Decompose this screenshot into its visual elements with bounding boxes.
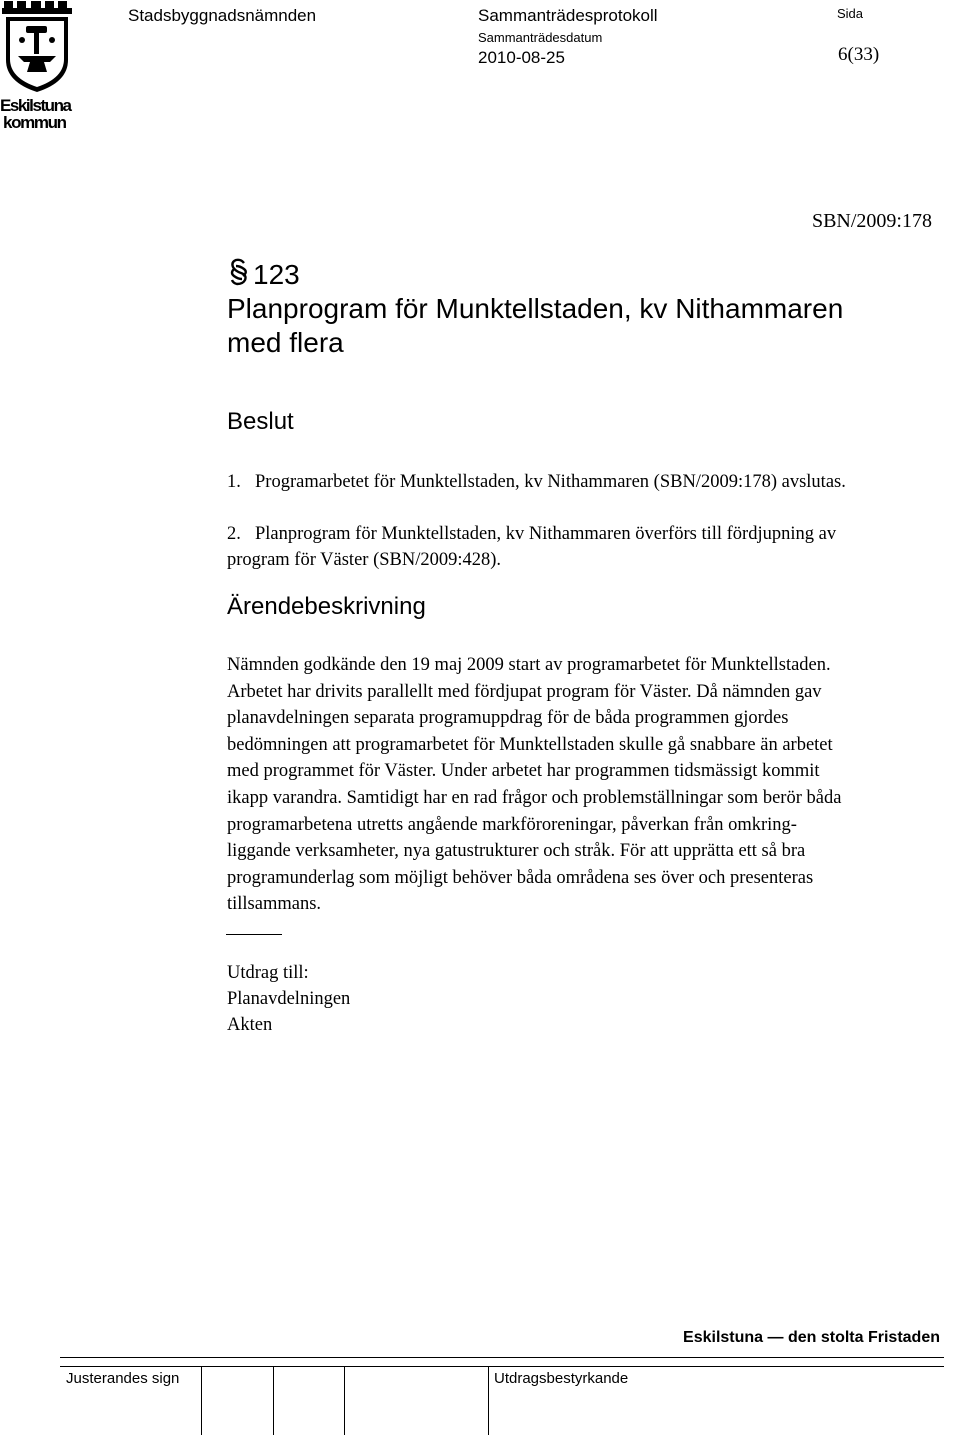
decision-item-text: Programarbetet för Munktellstaden, kv Nithammaren (SBN/2009:178) avslutas.: [255, 472, 846, 492]
decision-item-text: Planprogram för Munktellstaden, kv Nithammaren överförs till fördjupning av: [255, 524, 837, 544]
meeting-date-label: Sammanträdesdatum: [478, 30, 603, 45]
logo-wordmark: [0, 96, 73, 130]
svg-text:Eskilstuna: Eskilstuna: [0, 96, 72, 115]
decision-item-number: 2.: [227, 524, 241, 544]
copies-label: Utdrag till:: [227, 963, 309, 983]
board-name: Stadsbyggnadsnämnden: [128, 6, 317, 25]
footer-rule-1: [60, 1357, 944, 1358]
crown-icon: [2, 1, 72, 14]
decision-item-text-cont: program för Väster (SBN/2009:428).: [227, 550, 502, 570]
page-title: [227, 258, 947, 360]
footer-rule-2: [60, 1366, 944, 1367]
extract-certification-label: Utdragsbestyrkande: [494, 1370, 629, 1387]
footer-slogan: Eskilstuna — den stolta Fristaden: [683, 1329, 940, 1346]
title-line-2: med flera: [227, 327, 344, 358]
decision-item-2: [227, 521, 952, 573]
title-line-1: Planprogram för Munktellstaden, kv Nithammaren: [227, 293, 844, 324]
signature-box-divider: [488, 1366, 489, 1435]
decision-item-1: [227, 469, 952, 495]
decision-item-number: 1.: [227, 472, 241, 492]
paragraph-heading: [227, 258, 947, 292]
description-heading: Ärendebeskrivning: [227, 593, 426, 620]
case-number: SBN/2009:178: [811, 210, 932, 232]
copies-recipient: Planavdelningen: [227, 989, 351, 1009]
coat-of-arms-logo: [0, 0, 74, 130]
meeting-date: 2010-08-25: [478, 48, 565, 67]
divider: [226, 934, 282, 935]
paragraph-number: 123: [253, 259, 300, 290]
signature-box-divider: [344, 1366, 345, 1435]
page-number: 6(33): [838, 44, 880, 65]
justifier-sign-label: Justerandes sign: [66, 1370, 180, 1387]
signature-box-divider: [201, 1366, 202, 1435]
copies-recipient: Akten: [227, 1015, 273, 1035]
signature-box-divider: [273, 1366, 274, 1435]
section-sign-icon: [227, 258, 251, 288]
protocol-title: Sammanträdesprotokoll: [478, 6, 658, 25]
copies-block: [227, 960, 350, 1038]
description-text: Nämnden godkände den 19 maj 2009 start av programarbetet för Munktellstaden. Arbetet har drivits parallellt med fördjupat program för Väster. Då nämnden gav planavdelningen separata programuppdrag för de båda programmen gjordes bedömningen att programarbetet för Munktellstaden skulle gå snabbare än arbetet med programmet för Väster. Under arbetet har programmen tidsmässigt kommit ikapp varandra. Samtidigt har en rad frågor och problemställningar som berör båda programarbetena utretts angående markföroreningar, påverkan från omkring- liggande verksamheter, nya gatustrukturer och stråk. För att upprätta ett så bra programunderlag som möjligt behöver båda områdena ses över och presenteras tillsammans.: [227, 655, 842, 915]
page-label: Sida: [837, 6, 864, 21]
svg-text:kommun: kommun: [3, 113, 67, 130]
decision-heading: Beslut: [227, 408, 294, 435]
